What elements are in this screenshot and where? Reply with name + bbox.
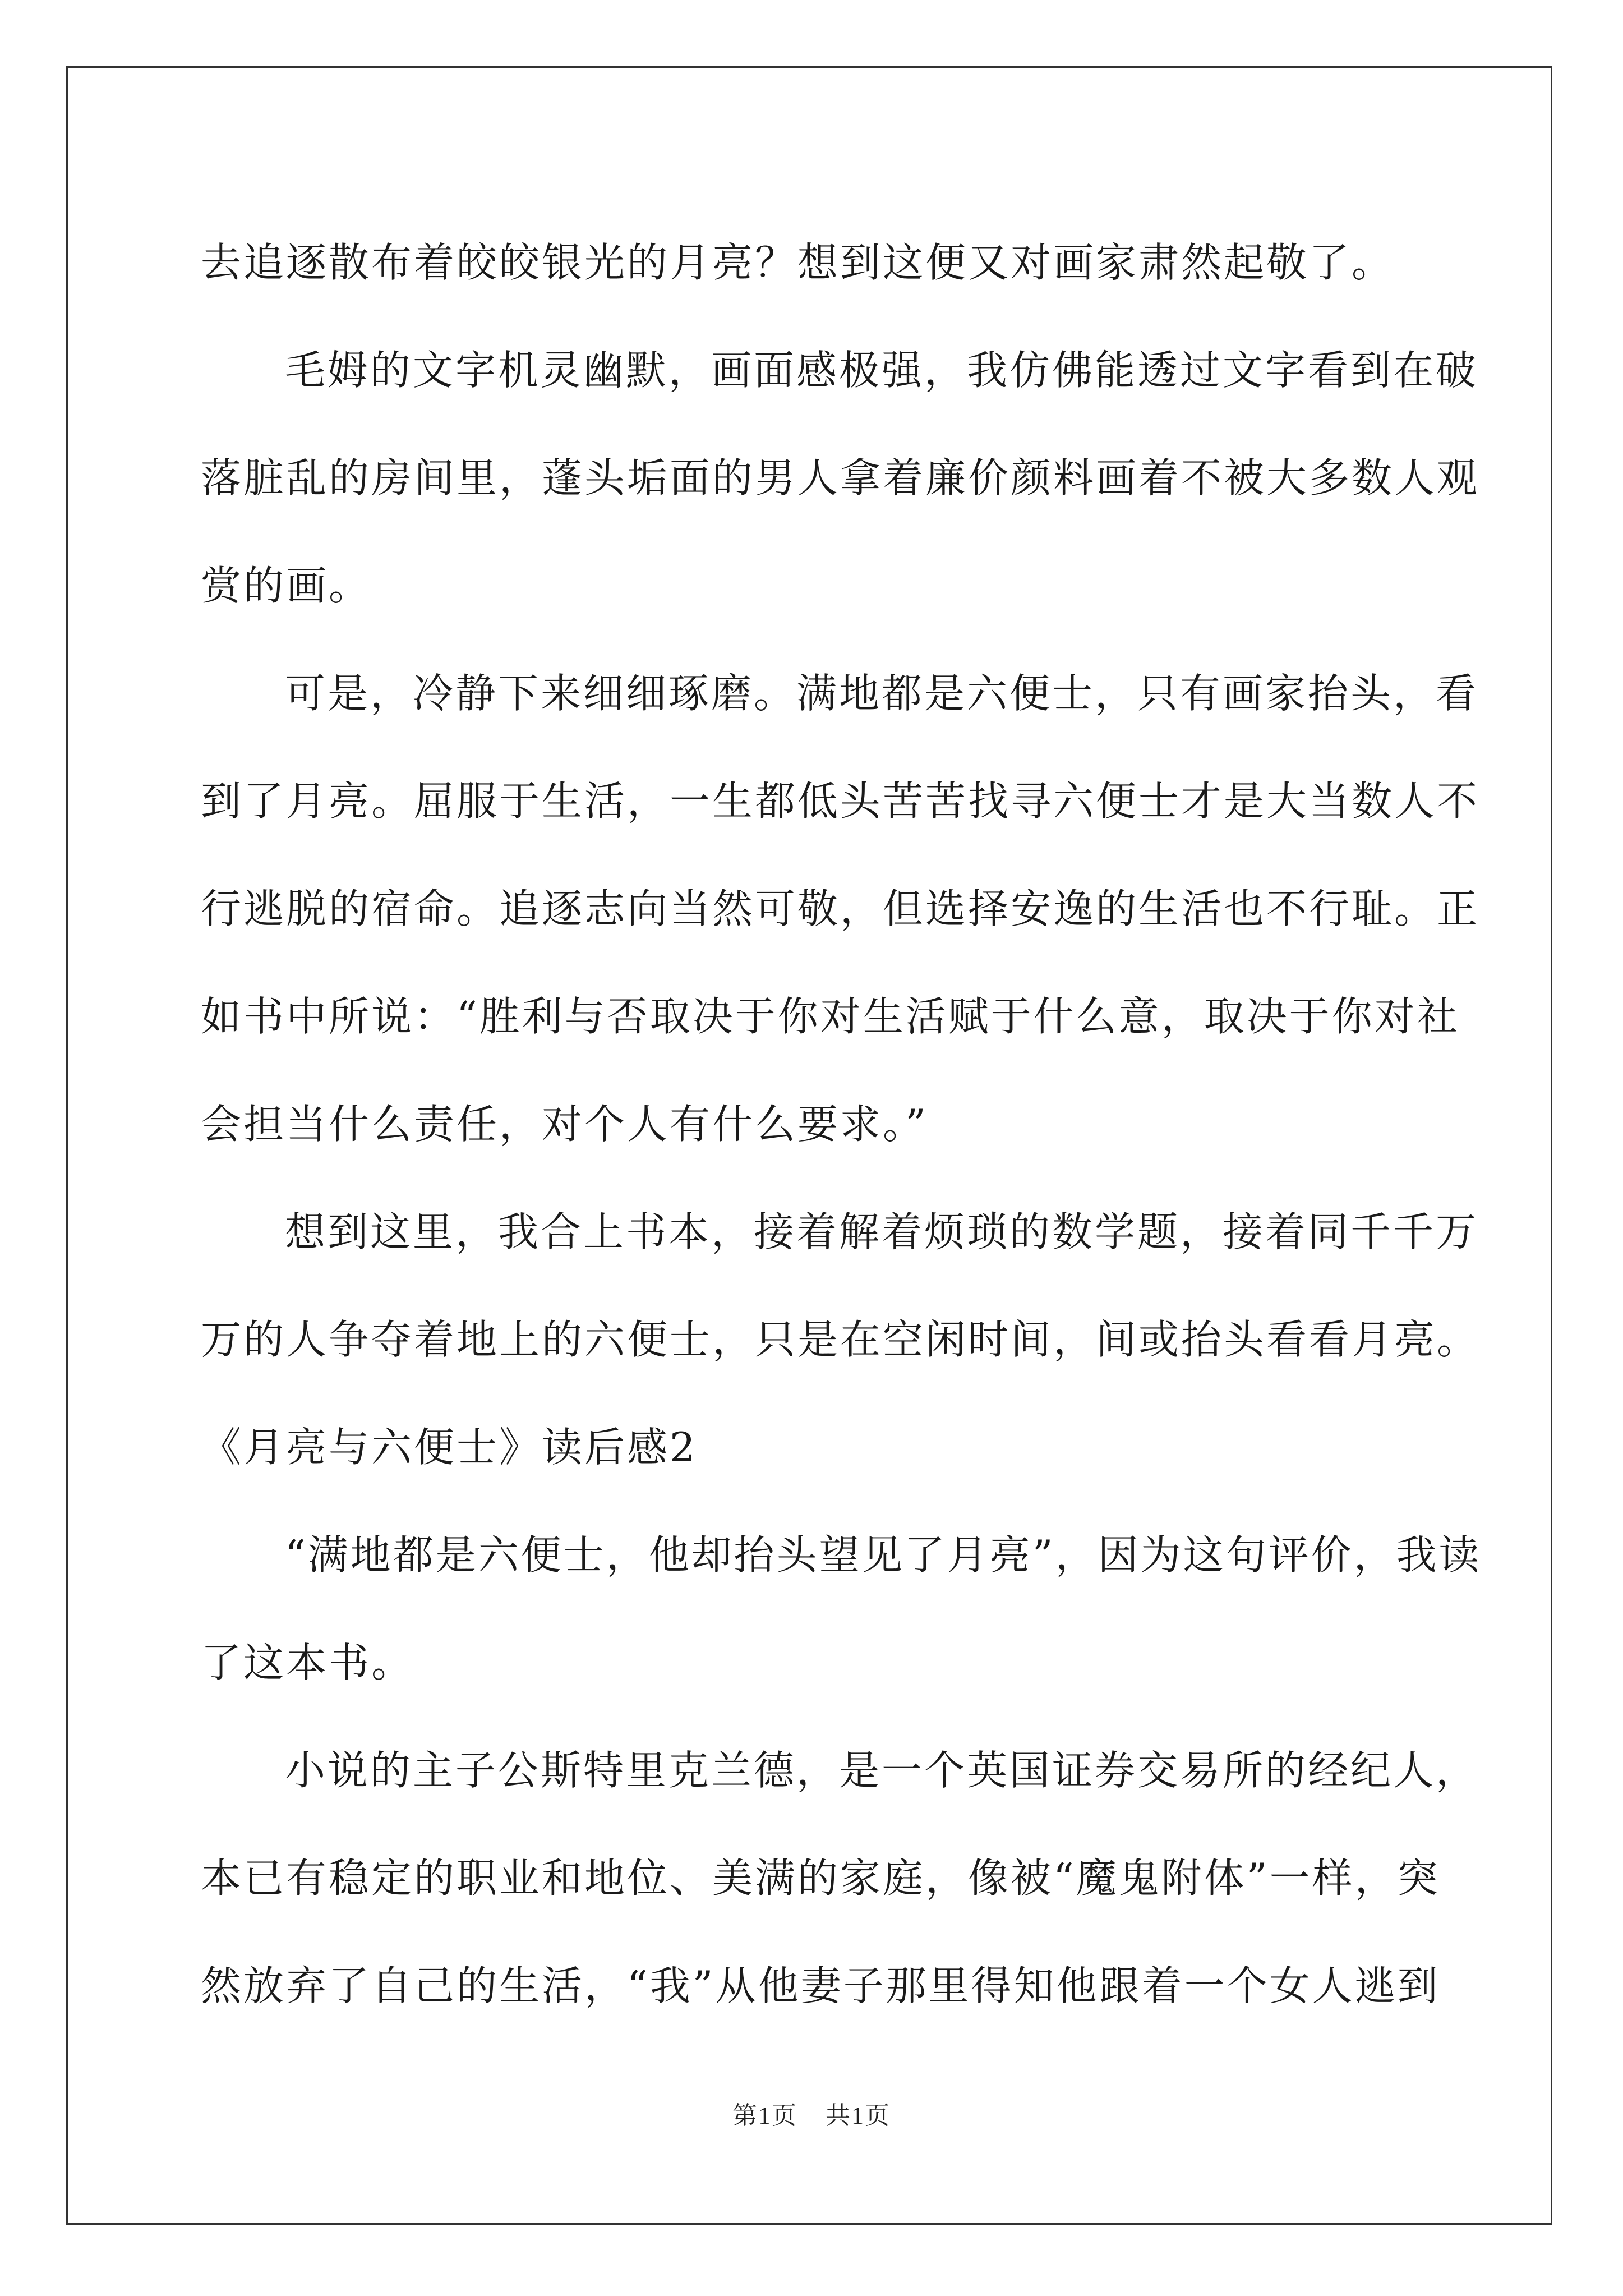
text-line: 毛姆的文字机灵幽默，画面感极强，我仿佛能透过文字看到在破	[285, 347, 1479, 394]
text-line: 到了月亮。屈服于生活，一生都低头苦苦找寻六便士才是大当数人不	[201, 777, 1480, 825]
text-line: 万的人争夺着地上的六便士，只是在空闲时间，间或抬头看看月亮。	[201, 1316, 1480, 1363]
text-line: 可是，冷静下来细细琢磨。满地都是六便士，只有画家抬头，看	[285, 670, 1479, 717]
text-line: 去追逐散布着皎皎银光的月亮？想到这便又对画家肃然起敬了。	[201, 239, 1395, 286]
text-line: 然放弃了自己的生活，“我”从他妻子那里得知他跟着一个女人逃到	[201, 1962, 1440, 2009]
page-total: 共1页	[826, 2102, 891, 2129]
text-line: 会担当什么责任，对个人有什么要求。”	[201, 1101, 928, 1148]
page-number: 第1页	[732, 2102, 797, 2129]
text-line: 想到这里，我合上书本，接着解着烦琐的数学题，接着同千千万	[285, 1208, 1479, 1255]
text-line: 如书中所说：“胜利与否取决于你对生活赋于什么意，取决于你对社	[201, 993, 1460, 1040]
text-line: “满地都是六便士，他却抬头望见了月亮”，因为这句评价，我读	[285, 1531, 1482, 1579]
text-line: 了这本书。	[201, 1639, 414, 1686]
section-heading: 《月亮与六便士》读后感2	[201, 1424, 698, 1471]
text-line: 赏的画。	[201, 562, 372, 609]
document-body	[201, 209, 1482, 2040]
text-line: 本已有稳定的职业和地位、美满的家庭，像被“魔鬼附体”一样，突	[201, 1855, 1440, 1902]
page-footer	[0, 2095, 1623, 2131]
text-line: 落脏乱的房间里，蓬头垢面的男人拿着廉价颜料画着不被大多数人观	[201, 454, 1480, 501]
text-line: 小说的主子公斯特里克兰德，是一个英国证券交易所的经纪人，	[285, 1747, 1479, 1794]
text-line: 行逃脱的宿命。追逐志向当然可敬，但选择安逸的生活也不行耻。正	[201, 885, 1480, 932]
